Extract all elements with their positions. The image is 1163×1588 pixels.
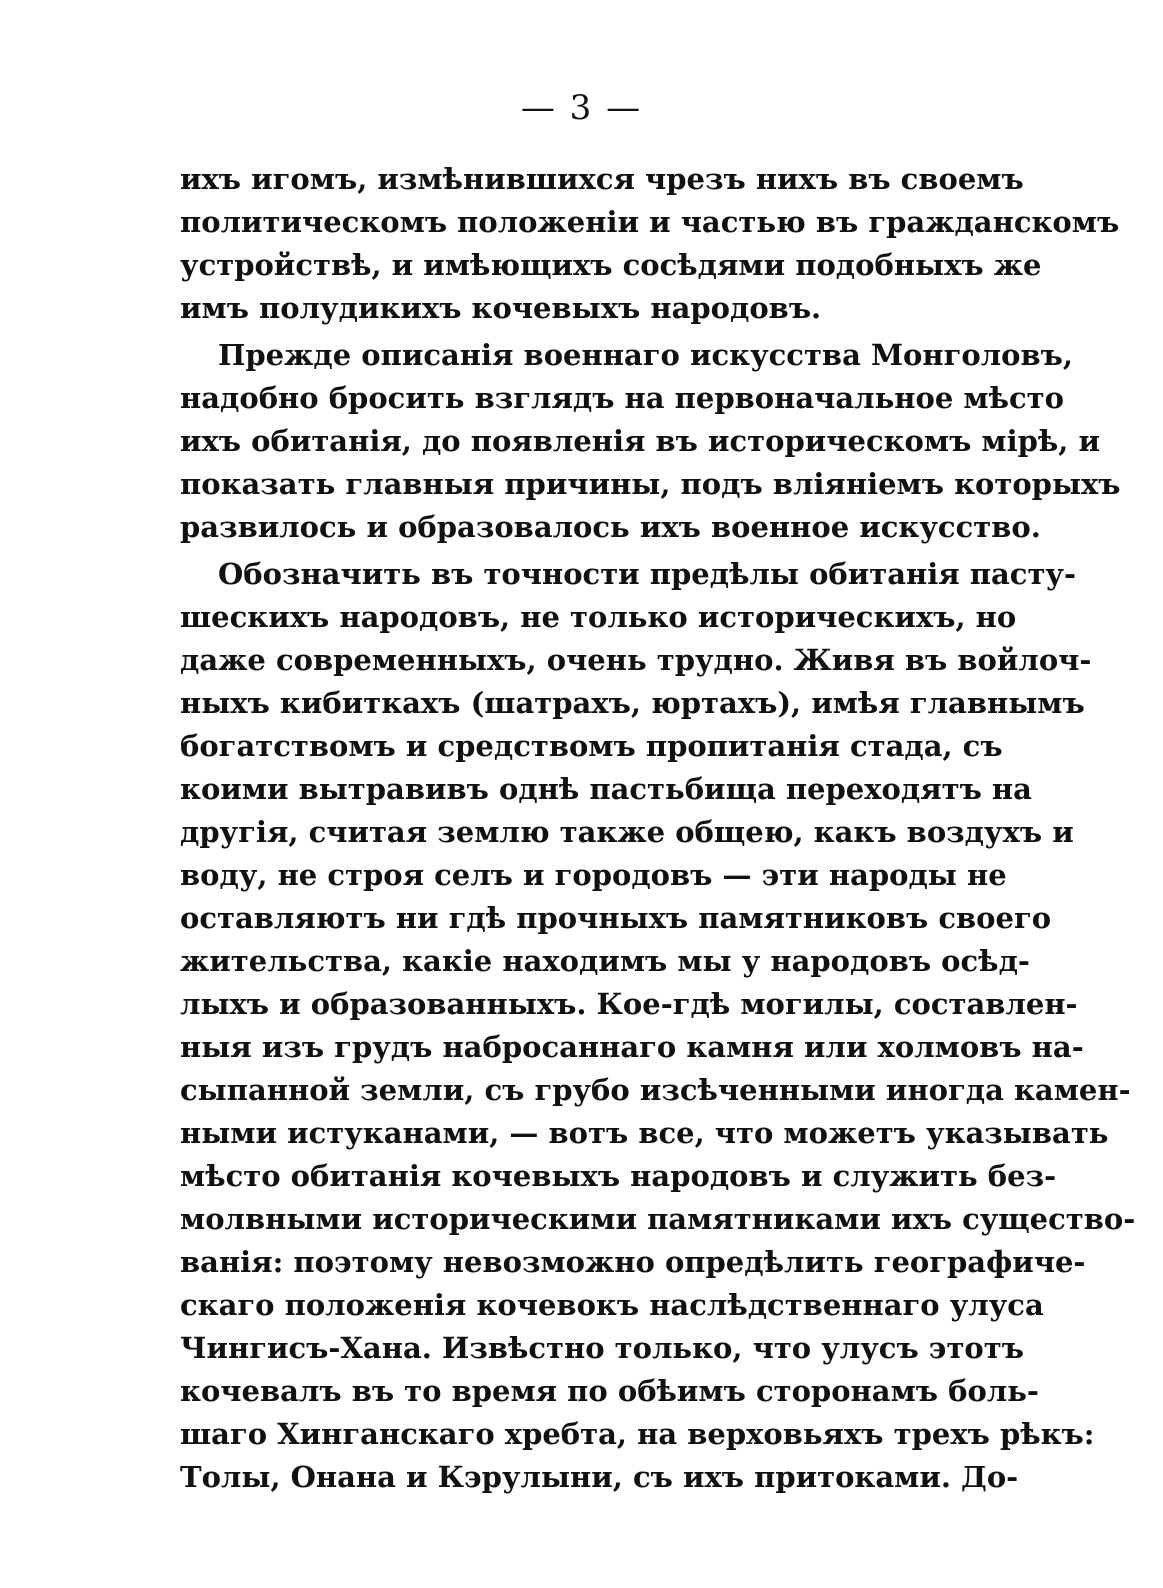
text-line: Обозначить въ точности предѣлы обитанiя пасту- (218, 557, 1077, 591)
page-number: — 3 — (520, 88, 643, 128)
text-line: показать главныя причины, подъ влiянiемъ которыхъ (180, 467, 1121, 501)
text-line: Толы, Онана и Кэрулыни, съ ихъ притоками. До- (180, 1460, 1019, 1494)
text-line: оставляютъ ни гдѣ прочныхъ памятниковъ своего (180, 901, 1052, 935)
text-line: воду, не строя селъ и городовъ — эти народы не (180, 858, 1007, 892)
text-line: лыхъ и образованныхъ. Кое-гдѣ могилы, составлен- (180, 987, 1078, 1021)
text-line: другiя, считая землю также общею, какъ воздухъ и (180, 815, 1074, 849)
text-line: жительства, какiе находимъ мы у народовъ осѣд- (180, 944, 1030, 978)
text-line: скаго положенiя кочевокъ наслѣдственнаго улуса (180, 1288, 1044, 1322)
text-line: ныхъ кибиткахъ (шатрахъ, юртахъ), имѣя главнымъ (180, 686, 1085, 720)
text-line: ныя изъ грудъ набросаннаго камня или холмовъ на- (180, 1030, 1084, 1064)
text-line: Чингисъ-Хана. Извѣстно только, что улусъ этотъ (180, 1331, 1024, 1365)
paragraph-1 (180, 158, 1120, 330)
text-line: мѣсто обитанiя кочевыхъ народовъ и служить без- (180, 1159, 1057, 1193)
text-line: ванiя: поэтому невозможно опредѣлить географиче- (180, 1245, 1086, 1279)
text-line: сыпанной земли, съ грубо изсѣченными иногда камен- (180, 1073, 1131, 1107)
text-line: шаго Хинганскаго хребта, на верховьяхъ трехъ рѣкъ: (180, 1417, 1095, 1451)
text-line: богатствомъ и средствомъ пропитанiя стада, съ (180, 729, 1003, 763)
text-line: молвными историческими памятниками ихъ существо- (180, 1202, 1136, 1236)
text-line: шескихъ народовъ, не только историческихъ, но (180, 600, 1017, 634)
text-line: ихъ игомъ, измѣнившихся чрезъ нихъ въ своемъ (180, 162, 1024, 196)
text-line: ными истуканами, — вотъ все, что можетъ указывать (180, 1116, 1109, 1150)
text-line: ихъ обитанiя, до появленiя въ историческомъ мiрѣ, и (180, 424, 1101, 458)
text-line: коими вытравивъ однѣ пастьбища переходятъ на (180, 772, 1032, 806)
paragraph-2 (180, 334, 1121, 549)
text-line: имъ полудикихъ кочевыхъ народовъ. (180, 291, 822, 325)
text-line: даже современныхъ, очень трудно. Живя въ войлоч- (180, 643, 1092, 677)
text-line: Прежде описанiя военнаго искусства Монголовъ, (218, 338, 1074, 372)
paragraph-3 (180, 553, 1136, 1499)
text-line: надобно бросить взглядъ на первоначальное мѣсто (180, 381, 1064, 415)
text-line: развилось и образовалось ихъ военное искусство. (180, 510, 1041, 544)
body-text (180, 158, 1136, 1499)
text-line: устройствѣ, и имѣющихъ сосѣдями подобныхъ же (180, 248, 1042, 282)
text-line: политическомъ положенiи и частью въ гражданскомъ (180, 205, 1120, 239)
text-line: кочевалъ въ то время по обѣимъ сторонамъ боль- (180, 1374, 1039, 1408)
